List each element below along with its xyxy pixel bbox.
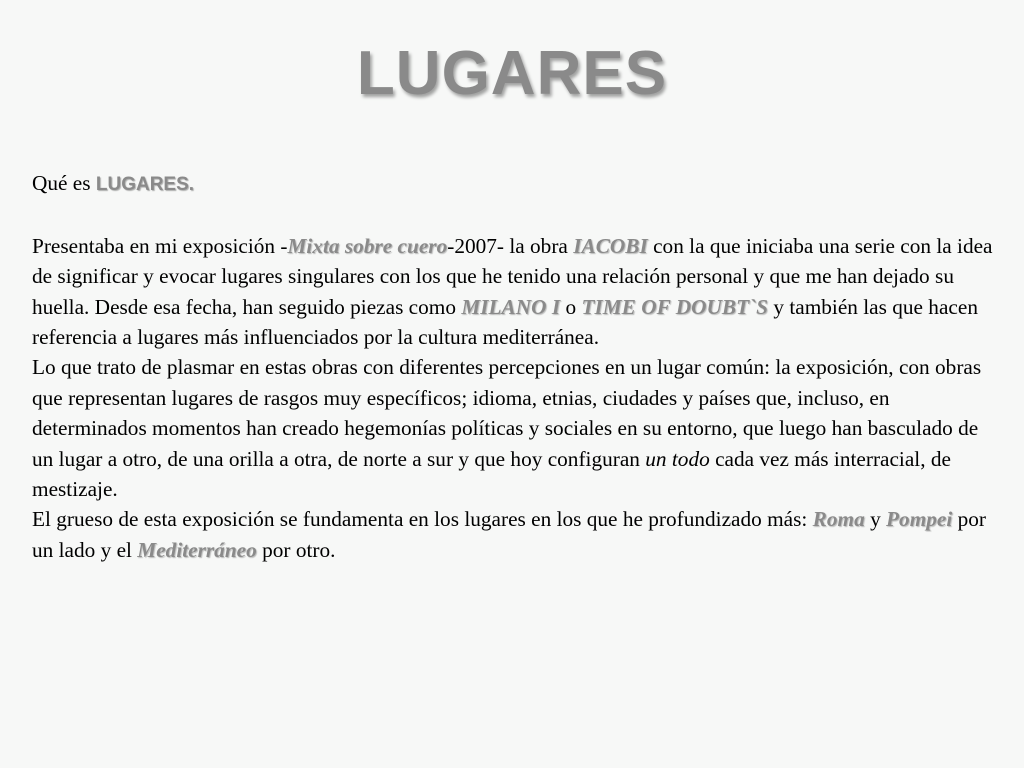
intro-line	[32, 168, 994, 200]
intro-prefix: Qué es	[32, 171, 96, 195]
p3-text-2: y	[864, 507, 887, 532]
p1-work-iacobi: IACOBI	[573, 233, 648, 258]
p3-text-1: El grueso de esta exposición se fundamenta en los lugares en los que he profundizado más:	[32, 507, 813, 532]
p1-text-1: Presentaba en mi exposición -	[32, 233, 288, 258]
p3-place-roma: Roma	[812, 507, 865, 532]
intro-highlight: LUGARES.	[95, 174, 195, 195]
paragraph-1	[32, 231, 994, 353]
p3-place-mediterraneo: Mediterráneo	[137, 537, 257, 562]
p1-work-time-of-doubts: TIME OF DOUBT`S	[581, 294, 769, 319]
p1-work-mixta: Mixta sobre cuero	[287, 233, 448, 258]
p1-work-milano: MILANO I	[461, 294, 566, 319]
p1-text-4: o	[565, 294, 582, 319]
p1-text-3: con la que iniciaba una serie con la idea de significar y evocar lugares singulares con los que he tenido una relación personal y que me han dejado su huella. Desde esa fecha, han seguido piezas como	[32, 233, 993, 319]
p2-italic-un-todo: un todo	[645, 446, 710, 471]
slide-title: LUGARES	[356, 39, 668, 108]
p3-text-3: por un lado y el	[32, 507, 987, 562]
paragraph-spacer	[32, 200, 994, 230]
p1-text-2: -2007- la obra	[447, 233, 574, 258]
p2-text-1: Lo que trato de plasmar en estas obras con diferentes percepciones en un lugar común: la exposición, con obras que representan lugares de rasgos muy específicos; idioma, etnias, ciudades y países que, incluso, en determinados momentos han creado hegemonías políticas y sociales en su entorno, que luego han basculado de un lugar a otro, de una orilla a otra, de norte a sur y que hoy configuran	[32, 355, 982, 471]
p3-text-4: por otro.	[256, 537, 336, 562]
paragraph-2	[32, 352, 994, 504]
p3-place-pompei: Pompei	[886, 507, 953, 532]
p1-text-5: y también las que hacen referencia a lugares más influenciados por la cultura mediterránea.	[32, 294, 978, 350]
p2-text-2: cada vez más interracial, de mestizaje.	[32, 446, 951, 502]
slide-body	[32, 168, 994, 565]
paragraph-3	[32, 504, 994, 565]
